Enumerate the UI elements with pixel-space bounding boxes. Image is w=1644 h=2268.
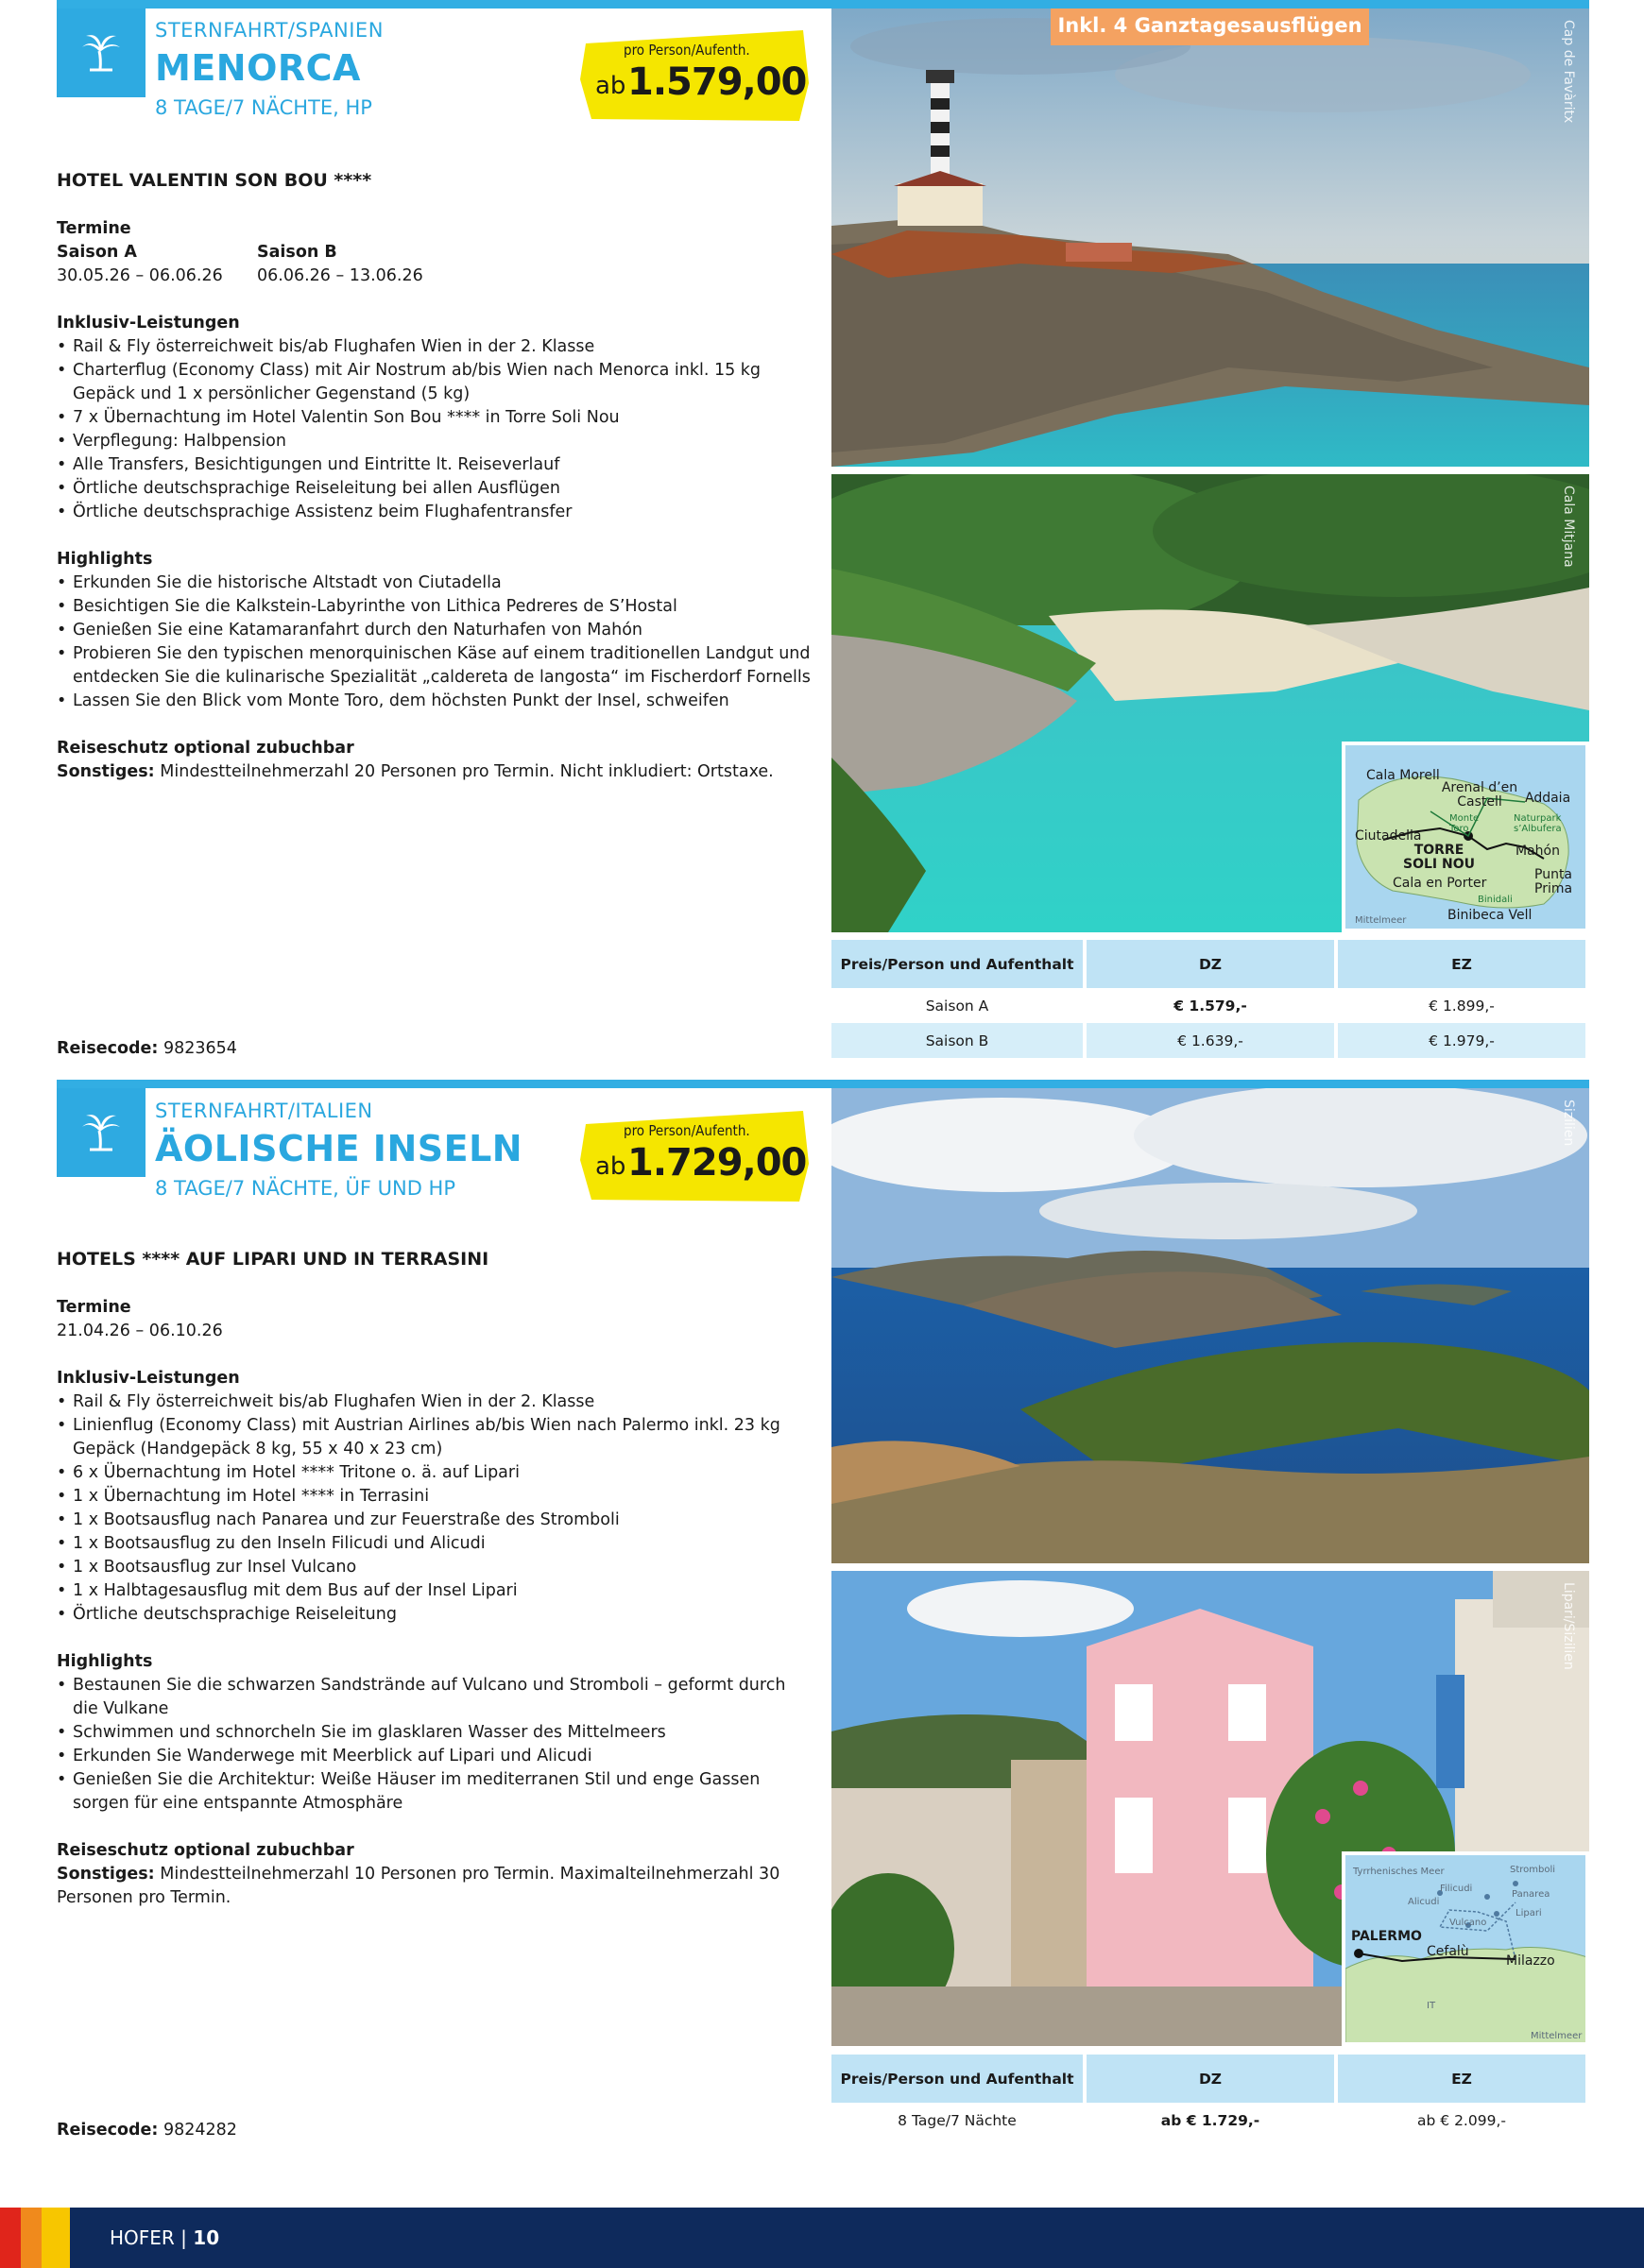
list-item: • Rail & Fly österreichweit bis/ab Flughafen Wien in der 2. Klasse	[57, 335, 813, 359]
page-number: 10	[193, 2226, 220, 2249]
footer-brand: HOFER	[110, 2226, 175, 2249]
inklusiv-list	[57, 1390, 813, 1627]
table-header: Preis/Person und Aufenthalt	[831, 940, 1085, 988]
photo-credit: Sizilien	[1561, 1100, 1576, 1147]
price-badge	[576, 26, 813, 125]
table-cell: € 1.899,-	[1336, 988, 1587, 1023]
termine-dates: 21.04.26 – 06.10.26	[57, 1322, 223, 1340]
offer-destination: ÄOLISCHE INSELN	[155, 1128, 523, 1169]
season-dates: 06.06.26 – 13.06.26	[257, 266, 423, 285]
reisecode-label: Reisecode:	[57, 1039, 159, 1058]
map-label: Addaia	[1525, 791, 1571, 806]
map-label: Cala Morell	[1366, 768, 1440, 783]
sonstiges-note	[57, 1863, 813, 1910]
map-label: Tyrrhenisches Meer	[1353, 1867, 1445, 1877]
list-item: • Alle Transfers, Besichtigungen und Eintritte lt. Reiseverlauf	[57, 453, 813, 477]
offer-kicker: STERNFAHRT/SPANIEN	[155, 19, 384, 42]
inklusiv-heading: Inklusiv-Leistungen	[57, 1369, 240, 1388]
photo-credit: Lipari/Sizilien	[1561, 1582, 1576, 1670]
photo-lighthouse	[831, 9, 1589, 467]
season-dates: 30.05.26 – 06.06.26	[57, 266, 223, 285]
footer-stripe-red	[0, 2208, 21, 2268]
offer-destination: MENORCA	[155, 47, 361, 89]
list-item: • Erkunden Sie die historische Altstadt von Ciutadella	[57, 571, 813, 595]
table-cell: ab € 2.099,-	[1336, 2103, 1587, 2138]
map-label: Vulcano	[1449, 1918, 1487, 1928]
table-row	[831, 1023, 1587, 1058]
map-label: Mittelmeer	[1531, 2031, 1583, 2041]
table-row	[831, 2103, 1587, 2138]
list-item: • 6 x Übernachtung im Hotel **** Tritone o. ä. auf Lipari	[57, 1461, 813, 1485]
offer-kicker: STERNFAHRT/ITALIEN	[155, 1100, 373, 1122]
photo-beach-bay	[831, 474, 1589, 932]
reisecode-value: 9824282	[163, 2121, 237, 2140]
season-a	[57, 241, 227, 288]
price-prefix: ab	[595, 72, 626, 100]
page-footer	[0, 2208, 1644, 2268]
list-item: • 1 x Bootsausflug zu den Inseln Filicudi und Alicudi	[57, 1532, 813, 1556]
termine-heading: Termine	[57, 219, 131, 238]
list-item: • Erkunden Sie Wanderwege mit Meerblick auf Lipari und Alicudi	[57, 1745, 813, 1768]
map-label: Panarea	[1512, 1889, 1550, 1900]
price-table	[831, 2055, 1589, 2138]
offer-details	[57, 1296, 813, 1910]
table-cell: ab € 1.729,-	[1085, 2103, 1336, 2138]
map-label: Milazzo	[1506, 1953, 1555, 1969]
map-label: Arenal d’en Castell	[1441, 780, 1518, 810]
highlights-heading: Highlights	[57, 1652, 153, 1671]
table-cell: Saison A	[831, 988, 1085, 1023]
list-item: • Genießen Sie eine Katamaranfahrt durch den Naturhafen von Mahón	[57, 619, 813, 642]
offer-duration: 8 TAGE/7 NÄCHTE, HP	[155, 96, 372, 119]
list-item: • Charterflug (Economy Class) mit Air Nostrum ab/bis Wien nach Menorca inkl. 15 kg Gepäck und 1 x persönlicher Gegenstand (5 kg)	[57, 359, 813, 406]
list-item: • Örtliche deutschsprachige Assistenz beim Flughafentransfer	[57, 501, 813, 524]
map-label: Lipari	[1516, 1908, 1542, 1918]
table-header: EZ	[1336, 940, 1587, 988]
aeolian-map	[1342, 1851, 1589, 2046]
highlights-list	[57, 571, 813, 713]
photo-credit: Cala Mitjana	[1561, 486, 1576, 568]
price-value: 1.579,00	[627, 60, 807, 104]
map-label: Binibeca Vell	[1447, 908, 1533, 923]
sonstiges-text: Mindestteilnehmerzahl 20 Personen pro Termin. Nicht inkludiert: Ortstaxe.	[160, 762, 774, 781]
map-label: TORRE SOLI NOU	[1403, 843, 1475, 872]
price-badge	[576, 1107, 813, 1205]
season-b	[257, 241, 427, 288]
top-accent-line	[57, 1080, 1589, 1088]
offer-details	[57, 217, 813, 784]
price-value: 1.729,00	[627, 1141, 807, 1185]
price-prefix: ab	[595, 1152, 626, 1181]
list-item: • 1 x Übernachtung im Hotel **** in Terrasini	[57, 1485, 813, 1509]
map-label: PALERMO	[1351, 1929, 1422, 1944]
sonstiges-text: Mindestteilnehmerzahl 10 Personen pro Termin. Maximalteilnehmerzahl 30 Personen pro Termin.	[57, 1865, 780, 1907]
list-item: • 1 x Bootsausflug nach Panarea und zur Feuerstraße des Stromboli	[57, 1509, 813, 1532]
table-header-row	[831, 940, 1587, 988]
table-cell: Saison B	[831, 1023, 1085, 1058]
table-header: Preis/Person und Aufenthalt	[831, 2055, 1085, 2103]
price-table	[831, 940, 1589, 1058]
highlights-heading: Highlights	[57, 550, 153, 569]
photo-credit: Cap de Favàritx	[1561, 20, 1576, 124]
table-header: DZ	[1085, 2055, 1336, 2103]
table-cell: € 1.979,-	[1336, 1023, 1587, 1058]
inklusiv-heading: Inklusiv-Leistungen	[57, 314, 240, 333]
hotel-title: HOTEL VALENTIN SON BOU ****	[57, 170, 372, 191]
list-item: • 7 x Übernachtung im Hotel Valentin Son Bou **** in Torre Soli Nou	[57, 406, 813, 430]
reiseschutz-note: Reiseschutz optional zubuchbar	[57, 1841, 354, 1860]
palm-tree-icon	[57, 9, 146, 97]
excursion-badge: Inkl. 4 Ganztagesausflügen	[1051, 9, 1369, 45]
list-item: • 1 x Halbtagesausflug mit dem Bus auf der Insel Lipari	[57, 1579, 813, 1603]
map-label: Stromboli	[1510, 1865, 1556, 1875]
sonstiges-note	[57, 760, 813, 784]
map-label: Cefalù	[1427, 1944, 1469, 1959]
table-cell: € 1.639,-	[1085, 1023, 1336, 1058]
termine-heading: Termine	[57, 1298, 131, 1317]
list-item: • Schwimmen und schnorcheln Sie im glasklaren Wasser des Mittelmeers	[57, 1721, 813, 1745]
top-accent-line	[57, 0, 1589, 9]
list-item: • Lassen Sie den Blick vom Monte Toro, dem höchsten Punkt der Insel, schweifen	[57, 690, 813, 713]
map-label: Mittelmeer	[1355, 915, 1407, 926]
palm-tree-icon	[57, 1088, 146, 1177]
season-list	[57, 241, 813, 288]
price-label: pro Person/Aufenth.	[624, 1122, 750, 1139]
list-item: • Örtliche deutschsprachige Reiseleitung bei allen Ausflügen	[57, 477, 813, 501]
menorca-map	[1342, 742, 1589, 932]
list-item: • Rail & Fly österreichweit bis/ab Flughafen Wien in der 2. Klasse	[57, 1390, 813, 1414]
list-item: • Bestaunen Sie die schwarzen Sandstrände auf Vulcano und Stromboli – geformt durch die Vulkane	[57, 1674, 813, 1721]
season-label: Saison B	[257, 243, 337, 262]
table-row	[831, 988, 1587, 1023]
sonstiges-label: Sonstiges:	[57, 762, 155, 781]
footer-stripe-yellow	[42, 2208, 70, 2268]
map-label: Ciutadella	[1355, 828, 1422, 844]
list-item: • Genießen Sie die Architektur: Weiße Häuser im mediterranen Stil und enge Gassen sorgen für eine entspannte Atmosphäre	[57, 1768, 813, 1816]
price-label: pro Person/Aufenth.	[624, 42, 750, 59]
table-header-row	[831, 2055, 1587, 2103]
table-cell: € 1.579,-	[1085, 988, 1336, 1023]
hotel-title: HOTELS **** AUF LIPARI UND IN TERRASINI	[57, 1249, 489, 1270]
reiseschutz-note: Reiseschutz optional zubuchbar	[57, 739, 354, 758]
map-label: IT	[1427, 2001, 1436, 2011]
offer-duration: 8 TAGE/7 NÄCHTE, ÜF UND HP	[155, 1177, 455, 1200]
list-item: • Verpflegung: Halbpension	[57, 430, 813, 453]
photo-island-panorama	[831, 1088, 1589, 1563]
reisecode	[57, 1039, 237, 1058]
list-item: • Probieren Sie den typischen menorquinischen Käse auf einem traditionellen Landgut und entdecken Sie die kulinarische Spezialität „caldereta de langosta“ im Fischerdorf Fornells	[57, 642, 813, 690]
season-label: Saison A	[57, 243, 137, 262]
list-item: • Örtliche deutschsprachige Reiseleitung	[57, 1603, 813, 1627]
reisecode	[57, 2121, 237, 2140]
list-item: • Besichtigen Sie die Kalkstein-Labyrinthe von Lithica Pedreres de S’Hostal	[57, 595, 813, 619]
reisecode-label: Reisecode:	[57, 2121, 159, 2140]
map-label: Alicudi	[1408, 1897, 1440, 1907]
map-label: Cala en Porter	[1393, 876, 1487, 891]
highlights-list	[57, 1674, 813, 1816]
list-item: • Linienflug (Economy Class) mit Austrian Airlines ab/bis Wien nach Palermo inkl. 23 kg Gepäck (Handgepäck 8 kg, 55 x 40 x 23 cm)	[57, 1414, 813, 1461]
table-header: DZ	[1085, 940, 1336, 988]
footer-stripe-orange	[21, 2208, 42, 2268]
reisecode-value: 9823654	[163, 1039, 237, 1058]
list-item: • 1 x Bootsausflug zur Insel Vulcano	[57, 1556, 813, 1579]
map-label: Filicudi	[1440, 1884, 1473, 1894]
map-label: Mahón	[1516, 844, 1560, 859]
footer-text: HOFER | 10	[110, 2226, 220, 2249]
table-cell: 8 Tage/7 Nächte	[831, 2103, 1085, 2138]
inklusiv-list	[57, 335, 813, 524]
photo-lipari-houses	[831, 1571, 1589, 2046]
map-label: Naturpark s’Albufera	[1514, 813, 1562, 834]
map-label: Punta Prima	[1534, 867, 1573, 896]
map-label: Binidali	[1478, 895, 1513, 905]
sonstiges-label: Sonstiges:	[57, 1865, 155, 1884]
table-header: EZ	[1336, 2055, 1587, 2103]
map-label: Monte Toro	[1449, 813, 1480, 834]
